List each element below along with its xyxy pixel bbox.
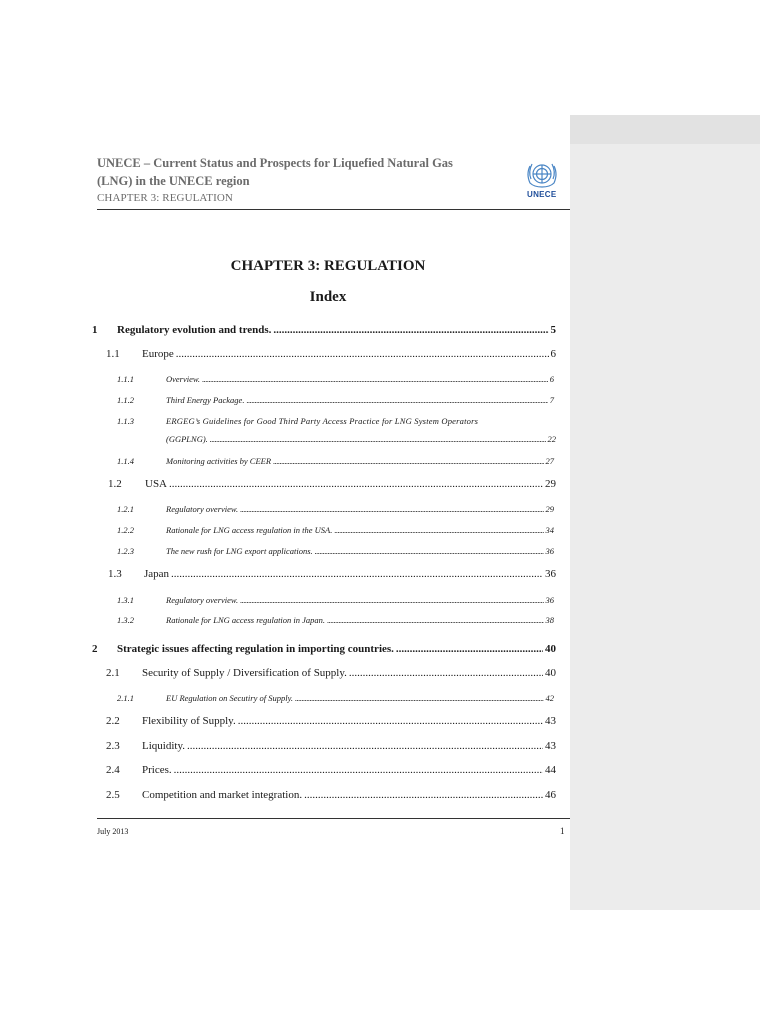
toc-leader [396,643,543,655]
footer-page-number: 1 [560,826,565,836]
toc-entry[interactable] [92,643,556,655]
toc-entry-page: 40 [545,643,556,655]
toc-entry-text: Security of Supply / Diversification of Supply. [142,667,347,679]
toc-entry-number: 1.1.4 [117,456,134,466]
toc-entry-text: The new rush for LNG export applications. [166,546,313,556]
toc-entry-number: 1.2.1 [117,504,134,514]
toc-leader [210,434,546,444]
toc-entry-text: ERGEG’s Guidelines for Good Third Party Access Practice for LNG System Operators [166,416,479,426]
toc-entry[interactable] [117,693,554,703]
toc-leader [295,693,543,703]
toc-leader [246,395,547,405]
toc-leader [187,740,543,752]
toc-leader [176,348,549,360]
toc-leader [315,546,544,556]
toc-entry-number: 2.1 [106,667,120,679]
toc-entry[interactable] [117,374,554,384]
toc-entry-number: 1.3.2 [117,615,134,625]
toc-entry-number: 2.3 [106,740,120,752]
toc-entry-page: 36 [545,595,554,605]
toc-entry-number: 1.1.3 [117,416,134,426]
toc-entry-text: EU Regulation on Secutiry of Supply. [166,693,294,703]
toc-entry-page: 36 [545,568,556,580]
toc-entry[interactable] [117,456,554,466]
toc-entry-text: Monitoring activities by CEER [166,456,272,466]
toc-entry[interactable] [117,595,554,605]
toc-entry-number: 2.2 [106,715,120,727]
toc-entry-text: Flexibility of Supply. [142,715,236,727]
toc-leader [202,374,548,384]
toc-entry-text: Rationale for LNG access regulation in Japan. [166,615,326,625]
comment-pane-header [570,115,760,144]
toc-entry-page: 22 [547,434,556,444]
toc-entry[interactable] [106,348,556,360]
footer-date: July 2013 [97,827,129,836]
toc-entry-text: Prices. [142,764,172,776]
toc-entry-text: Rationale for LNG access regulation in the USA. [166,525,333,535]
toc-entry-page: 6 [549,374,554,384]
toc-entry-number: 1 [92,324,98,336]
toc-entry[interactable] [117,525,554,535]
toc-entry-text: Competition and market integration. [142,789,303,801]
toc-entry[interactable] [106,667,556,679]
toc-leader [240,504,543,514]
toc-entry-number: 2.4 [106,764,120,776]
toc-entry[interactable] [117,546,554,556]
toc-leader [334,525,543,535]
toc-leader [174,764,543,776]
footer-divider [97,818,570,819]
toc-entry-page: 46 [545,789,556,801]
toc-entry[interactable] [117,615,554,625]
toc-entry-page: 43 [545,740,556,752]
header-title: UNECE – Current Status and Prospects for Liquefied Natural Gas (LNG) in the UNECE region [97,156,453,188]
comment-pane [570,115,760,910]
toc-entry-page: 27 [545,456,554,466]
toc-entry-number: 1.2.3 [117,546,134,556]
header-chapter: CHAPTER 3: REGULATION [97,192,233,204]
toc-entry[interactable] [92,324,556,336]
toc-entry-number: 1.2.2 [117,525,134,535]
toc-entry-page: 36 [545,546,554,556]
toc-entry-text: Regulatory overview. [166,504,239,514]
toc-entry-page: 40 [545,667,556,679]
toc-leader [349,667,543,679]
toc-entry-page: 44 [545,764,556,776]
toc-entry-text: USA [145,478,168,490]
toc-entry-text: (GGPLNG). [166,434,208,444]
toc-leader [273,324,548,336]
toc-entry-text: Overview. [166,374,201,384]
toc-entry[interactable] [106,789,556,801]
toc-leader [327,615,543,625]
toc-entry[interactable] [108,568,556,580]
toc-entry[interactable] [117,504,554,514]
unece-logo-text: UNECE [527,190,557,199]
toc-leader [240,595,543,605]
toc-entry[interactable] [106,740,556,752]
toc-entry-number: 1.2 [108,478,122,490]
toc-entry-continuation[interactable] [166,434,556,444]
toc-entry-page: 6 [550,348,556,360]
toc-entry[interactable] [106,715,556,727]
toc-entry-text: Regulatory overview. [166,595,239,605]
toc-entry-text: Liquidity. [142,740,185,752]
toc-entry[interactable] [106,764,556,776]
toc-entry-page: 29 [545,504,554,514]
toc-entry-text: Japan [144,568,170,580]
toc-entry-page: 38 [545,615,554,625]
toc-entry-number: 2 [92,643,98,655]
toc-leader [273,456,543,466]
toc-entry[interactable] [108,478,556,490]
toc-entry-page: 7 [549,395,554,405]
toc-entry-text: Third Energy Package. [166,395,245,405]
header-divider [97,209,570,210]
toc-entry-text: Strategic issues affecting regulation in importing countries. [117,643,394,655]
toc-leader [238,715,543,727]
toc-entry-number: 1.1.2 [117,395,134,405]
toc-leader [171,568,543,580]
toc-entry-number: 1.1 [106,348,120,360]
toc-entry-text: Regulatory evolution and trends. [117,324,272,336]
toc-entry-number: 1.1.1 [117,374,134,384]
toc-entry-number: 2.5 [106,789,120,801]
toc-entry-number: 1.3 [108,568,122,580]
toc-entry-page: 42 [545,693,554,703]
toc-entry-page: 34 [545,525,554,535]
toc-entry-page: 43 [545,715,556,727]
toc-leader [304,789,543,801]
toc-entry-number: 1.3.1 [117,595,134,605]
toc-entry-number: 2.1.1 [117,693,134,703]
toc-entry-text: Europe [142,348,174,360]
document-subtitle: Index [309,289,347,305]
toc-entry-page: 29 [545,478,556,490]
toc-entry[interactable] [117,416,560,426]
toc-leader [169,478,543,490]
toc-entry[interactable] [117,395,554,405]
document-title: CHAPTER 3: REGULATION [230,258,426,274]
toc-entry-page: 5 [550,324,556,336]
